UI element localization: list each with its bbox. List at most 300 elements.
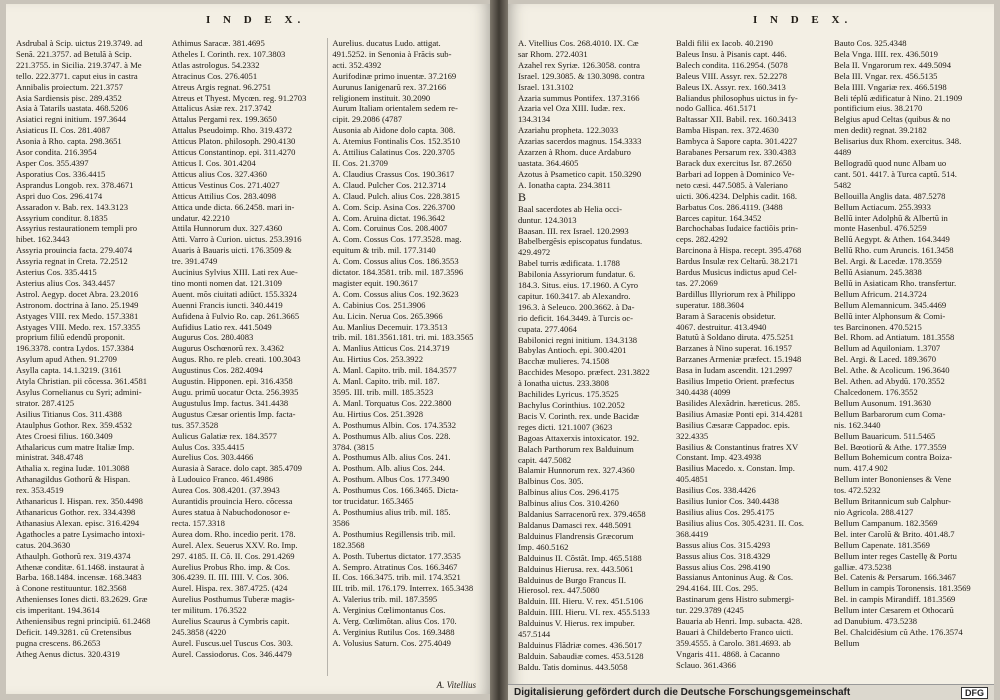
index-entry: Atracinus Cos. 276.4051 <box>171 70 258 81</box>
index-entry: Balech condita. 116.2954. (5078 <box>676 59 788 70</box>
index-entry: Athanaricus Gothor. rex. 334.4398 <box>16 506 136 517</box>
index-entry: Atticus Attilius Cos. 283.4098 <box>171 190 277 201</box>
index-entry: Athenienses Iones dicti. 83.2629. Græ <box>16 594 148 605</box>
index-entry: A. Claud. Pulcher Cos. 212.3714 <box>332 179 446 190</box>
index-entry: III. trib. mil. 176.179. Interrex. 165.3438 <box>332 583 474 594</box>
index-entry: Bellum Africum. 214.3724 <box>834 288 927 299</box>
index-entry: uastata. 364.4605 <box>518 157 579 168</box>
index-entry: Bellũ Rho. cum Aruncis. 161.3458 <box>834 245 954 256</box>
index-entry: Aurifodinæ primo inuentæ. 37.2169 <box>332 70 457 81</box>
index-entry: Bela II. Vngarorum rex. 449.5094 <box>834 59 952 70</box>
index-entry: Babylas Antioch. epi. 300.4201 <box>518 345 627 356</box>
index-entry: A. Com. Cossus alius Cos. 192.3623 <box>332 288 459 299</box>
index-entry: Balduinus V. Hierus. rex impuber. <box>518 618 635 629</box>
index-entry: Astrol. Aegyp. docet Abra. 23.2016 <box>16 288 139 299</box>
index-entry: superatur. 188.3604 <box>676 299 745 310</box>
index-entry: à Ludouico Franco. 461.4986 <box>171 474 274 485</box>
index-entry: Balduin. III. Hieru. V. rex. 451.5106 <box>518 596 643 607</box>
index-entry: Asylla capta. 14.1.3219. (3161 <box>16 365 122 376</box>
index-entry: Baldanius Sarracenorũ rex. 379.4658 <box>518 509 646 520</box>
index-entry: Bellum Alemannicum. 345.4469 <box>834 299 947 310</box>
index-entry: men dedit) regnat. 39.2182 <box>834 125 927 136</box>
footer-credit-text: Digitalisierung gefördert durch die Deutsche Forschungsgemeinschaft <box>514 687 851 698</box>
index-entry: Augus. Rho. re pleb. creati. 100.3043 <box>171 354 301 365</box>
index-entry: 491.5252. in Senonia à Frãcis sub- <box>332 48 452 59</box>
index-entry: A. Manlius Atticus Cos. 214.3719 <box>332 343 450 354</box>
index-entry: tos. 472.5232 <box>834 485 881 496</box>
index-entry: A. Posthumius Regillensis trib. mil. <box>332 528 456 539</box>
index-entry: Bellũ Aegypt. & Athen. 164.3449 <box>834 234 950 245</box>
right-column-1 <box>518 38 670 676</box>
index-entry: A. Attilius Calatinus Cos. 220.3705 <box>332 147 455 158</box>
index-entry: Atticus Platon. philosoph. 290.4130 <box>171 136 296 147</box>
index-entry: Bellum inter Cæsarem et Othocarũ <box>834 605 954 616</box>
index-entry: Asper Cos. 355.4397 <box>16 157 89 168</box>
index-entry: tur. 229.3789 (4245 <box>676 605 744 616</box>
index-entry: Aurelius Probus Rho. imp. & Cos. <box>171 561 291 572</box>
index-entry: Athanaricus I. Hispan. rex. 350.4498 <box>16 496 143 507</box>
right-page <box>508 4 994 694</box>
index-entry: Athanagildus Gothorũ & Hispan. <box>16 474 131 485</box>
index-entry: II. Cos. 21.3709 <box>332 157 388 168</box>
index-entry: Aurel. Cassiodorus. Cos. 346.4479 <box>171 648 292 659</box>
index-entry: Azarzen à Rhom. duce Ardaburo <box>518 147 631 158</box>
index-entry: Barzanes à Nino superat. 16.1957 <box>676 343 792 354</box>
index-entry: à Conone restituuntur. 182.3568 <box>16 583 127 594</box>
index-entry: Bel. Athe. & Acolicum. 196.3640 <box>834 365 950 376</box>
index-entry: ad Danubium. 473.5238 <box>834 616 918 627</box>
index-entry: Attalicus Asiæ rex. 217.3742 <box>171 103 272 114</box>
index-entry: Ates Croesi filius. 160.3409 <box>16 430 113 441</box>
index-entry: Beli téplũ ædificatur à Nino. 21.1909 <box>834 92 963 103</box>
index-entry: Baram à Saracenis obsidetur. <box>676 310 776 321</box>
index-entry: Asprandus Longob. rex. 378.4671 <box>16 179 134 190</box>
index-entry: neto cæsi. 447.5085. à Valeriano <box>676 179 788 190</box>
index-entry: Basilius Cæsaræ Cappadoc. epis. <box>676 419 790 430</box>
index-entry: Bardus Musicus indictus apud Cel- <box>676 267 797 278</box>
index-entry: Balduinus II. Cõstãt. Imp. 465.5188 <box>518 552 642 563</box>
index-entry: Asterius Cos. 335.4415 <box>16 267 97 278</box>
index-entry: Athalia x. regina Iudæ. 101.3088 <box>16 463 130 474</box>
index-entry: Constant. Imp. 423.4938 <box>676 452 762 463</box>
index-entry: num. 417.4 902 <box>834 463 888 474</box>
index-entry: Au. Licin. Nerua Cos. 265.3966 <box>332 310 443 321</box>
index-entry: A. Posthumus Cos. 166.3465. Dicta- <box>332 485 459 496</box>
index-entry: galliæ. 473.5238 <box>834 561 892 572</box>
index-entry: Aulus Cos. 335.4415 <box>171 441 245 452</box>
index-entry: Aufidius Latio rex. 441.5049 <box>171 321 272 332</box>
index-entry: A. Posthumius alius trib. mil. 185. <box>332 506 451 517</box>
index-entry: Aurelius Cos. 303.4466 <box>171 452 254 463</box>
right-columns <box>518 38 986 676</box>
index-entry: Senã. 221.3757. ad Betulã à Scip. <box>16 48 132 59</box>
index-entry: Aurunus Ianigenarũ rex. 37.2166 <box>332 81 447 92</box>
index-entry: A. Claud. Pulch. alius Cos. 228.3815 <box>332 190 460 201</box>
index-entry: Balamir Hunnorum rex. 327.4360 <box>518 465 635 476</box>
index-entry: Bachilides Lyricus. 175.3525 <box>518 389 619 400</box>
index-entry: Atticus I. Cos. 301.4204 <box>171 157 256 168</box>
index-entry: 3595. III. trib. mill. 185.3523 <box>332 387 434 397</box>
index-entry: Atticus Constantinop. epi. 311.4270 <box>171 147 296 158</box>
index-entry: Au. Hirtius Cos. 251.3928 <box>332 408 424 419</box>
index-entry: Barcinona à Hispa. recept. 395.4768 <box>676 245 802 256</box>
index-entry: Basilius Cos. 338.4426 <box>676 485 756 496</box>
index-entry: cipit. 29.2086 (4787 <box>332 114 403 125</box>
index-entry: tello. 222.3771. caput eius in castra <box>16 70 138 81</box>
index-entry: Aufidena à Fulvio Ro. cap. 261.3665 <box>171 310 300 321</box>
index-entry: A. Com. Cossus alius Cos. 186.3553 <box>332 256 459 267</box>
index-entry: Athenæ conditæ. 61.1468. instaurat à <box>16 561 145 572</box>
index-entry: A. Posthumus Alb. alius Cos. 228. <box>332 430 451 441</box>
index-entry: Vngaris 411. 4868. à Cacanno <box>676 648 780 659</box>
index-entry: A. Volusius Saturn. Cos. 275.4049 <box>332 637 451 648</box>
index-entry: nio Agricola. 288.4127 <box>834 506 914 517</box>
index-entry: Astronom. doctrina à Iano. 25.1949 <box>16 299 139 310</box>
index-entry: Assyrium conditur. 8.1835 <box>16 212 108 223</box>
index-entry: A. Com. Scip. Asina Cos. 226.3700 <box>332 201 456 212</box>
index-entry: religionem instituit. 30.2090 <box>332 92 431 103</box>
index-entry: Babilonia Assyriorum fundatur. 6. <box>518 269 636 280</box>
index-entry: Baleus IX. Assyr. rex. 160.3413 <box>676 81 786 92</box>
index-entry: Asylus Cornelianus cu Syri; admini- <box>16 387 142 397</box>
index-entry: monte Hasenbul. 476.5259 <box>834 223 927 234</box>
index-entry: Augustinus Cos. 282.4094 <box>171 365 263 376</box>
index-entry: Bassus alius Cos. 318.4329 <box>676 550 771 561</box>
index-entry: Bardillus Illyriorum rex à Philippo <box>676 288 796 299</box>
index-entry: Bellum Actiacum. 255.3933 <box>834 201 931 212</box>
index-entry: Augustulus Imp. factus. 341.4438 <box>171 397 289 408</box>
index-entry: Aurantidis prouincia Hero. cõcessa <box>171 496 293 507</box>
index-entry: Annibalis proiectum. 221.3757 <box>16 81 123 92</box>
index-entry: Aurelius Scaurus à Cymbris capit. <box>171 616 290 627</box>
index-entry: 368.4419 <box>676 528 709 539</box>
index-entry: dictator. 184.3581. trib. mil. 187.3596 <box>332 267 464 278</box>
index-entry: 184.3. Situs. eius. 17.1960. A Cyro <box>518 280 639 291</box>
index-entry: Bardus Insulæ rex Celtarũ. 38.2171 <box>676 256 799 267</box>
index-entry: 297. 4185. II. Cõ. II. Cos. 291.4269 <box>171 550 295 561</box>
index-entry: Basilius Iunior Cos. 340.4438 <box>676 496 779 507</box>
index-entry: à Ionatha uictus. 233.3808 <box>518 378 609 389</box>
index-entry: II. Cos. 166.3475. trib. mil. 174.3521 <box>332 572 461 583</box>
left-page <box>6 4 490 694</box>
index-entry: uicti. 306.4234. Delphis cadit. 168. <box>676 190 798 201</box>
index-entry: rex. 353.4519 <box>16 485 64 496</box>
index-entry: Bellum Capenate. 181.3569 <box>834 539 930 550</box>
index-entry: Baldi filii ex Iacob. 40.2190 <box>676 38 773 48</box>
index-entry: Baldu. Tatis dominus. 443.5058 <box>518 661 628 672</box>
index-entry: Athalaricus cum matre Italiæ Imp. <box>16 441 135 452</box>
index-entry: Balbinus Cos. 305. <box>518 476 584 487</box>
index-entry: Babilonici regni initium. 134.3138 <box>518 334 638 345</box>
index-entry: Balduin. Sabaudiæ comes. 453.5128 <box>518 650 644 661</box>
index-entry: Athimus Saracæ. 381.4695 <box>171 38 265 48</box>
index-entry: Baldanus Damasci rex. 448.5091 <box>518 519 632 530</box>
index-entry: Baliandus philosophus uictus in fy- <box>676 92 798 103</box>
index-entry: tus. 357.3528 <box>171 419 219 430</box>
index-entry: Balbinus alius Cos. 296.4175 <box>518 487 619 498</box>
index-entry: A. Posth. Tubertus dictator. 177.3535 <box>332 550 461 561</box>
index-entry: 4489 <box>834 147 852 158</box>
index-entry: A. Claudius Crassus Cos. 190.3617 <box>332 168 455 179</box>
index-entry: Bachylus Corinthius. 102.2052 <box>518 400 625 410</box>
index-entry: Basilius Macedo. x. Constan. Imp. <box>676 463 795 474</box>
index-entry: Bambyca à Sapore capta. 301.4227 <box>676 136 798 147</box>
index-entry: Augustus Cæsar orientis Imp. facta- <box>171 408 296 419</box>
index-entry: ceps. 282.4292 <box>676 234 728 245</box>
index-entry: tino monti nomen dat. 121.3109 <box>171 277 282 288</box>
index-entry: magister equit. 190.3617 <box>332 277 418 288</box>
index-entry: Bellogradũ quod nunc Albam uo <box>834 157 947 168</box>
index-entry: 3784. (3815 <box>332 441 374 452</box>
index-entry: Athanasius Alexan. episc. 316.4294 <box>16 517 140 528</box>
index-entry: pugna crescens. 86.2653 <box>16 637 101 648</box>
index-entry: Belisarius dux Rhom. exercitus. 348. <box>834 136 962 147</box>
index-entry: A. Vitellius Cos. 268.4010. IX. Cæ <box>518 38 639 48</box>
index-entry: Assyria regnat in Creta. 72.2512 <box>16 256 128 267</box>
index-entry: A. Verginius Cœlimontanus Cos. <box>332 605 446 616</box>
index-entry: Barbari ad Ioppen à Dominico Ve- <box>676 168 795 179</box>
index-entry: tes Barcinonen. 470.5215 <box>834 321 922 332</box>
index-entry: Azahel rex Syriæ. 126.3058. contra <box>518 59 640 70</box>
index-entry: Bellũ inter Adolphũ & Albertũ in <box>834 212 948 223</box>
index-entry: A. Verg. Cœlimõtan. alius Cos. 170. <box>332 616 457 627</box>
index-entry: A. Com. Cossus Cos. 177.3528. mag. <box>332 234 462 245</box>
index-entry: Bel. in campis Mirandiff. 181.3569 <box>834 594 956 605</box>
index-entry: recta. 157.3318 <box>171 517 225 528</box>
index-entry: Baal sacerdotes ab Helia occi- <box>518 203 623 214</box>
index-entry: Bellũ Asianum. 245.3838 <box>834 267 922 278</box>
index-entry: A. Ionatha capta. 234.3811 <box>518 179 611 190</box>
index-entry: Auaris à Bauaris uicti. 176.3509 & <box>171 245 292 256</box>
index-entry: Asporatius Cos. 336.4415 <box>16 168 106 179</box>
index-entry: 322.4335 <box>676 430 709 441</box>
index-entry: Israel. 131.3102 <box>518 81 574 92</box>
index-entry: Bel. Bœotiorũ & Athe. 177.3559 <box>834 441 947 452</box>
index-entry: 359.4555. à Carolo. 381.4693. ab <box>676 637 791 648</box>
index-entry: Atlas astrologus. 54.2332 <box>171 59 260 70</box>
index-entry: 457.5144 <box>518 629 551 640</box>
index-entry: acti. 352.4392 <box>332 59 382 70</box>
index-entry: Bellum Bohemicum contra Boiza- <box>834 452 953 463</box>
index-entry: A. Manl. Torquatus Cos. 222.3800 <box>332 397 452 408</box>
left-columns <box>16 38 482 676</box>
index-entry: Atheles I. Corinth. rex. 107.3803 <box>171 48 286 59</box>
index-entry: A. Manl. Capito. trib. mil. 187. <box>332 376 440 387</box>
index-entry: Asylum apud Athen. 91.2709 <box>16 354 117 365</box>
index-entry: Baleus VIII. Assyr. rex. 52.2278 <box>676 70 788 81</box>
index-entry: Barbatus Cos. 286.4119. (3488 <box>676 201 783 212</box>
index-entry: Bellum <box>834 637 860 648</box>
index-entry: A. Sempro. Atratinus Cos. 166.3467 <box>332 561 458 572</box>
index-entry: Asor condita. 216.3954 <box>16 147 97 158</box>
index-entry: strator. 287.4125 <box>16 397 75 408</box>
index-entry: Bellum Campanum. 182.3569 <box>834 517 938 528</box>
index-entry: Bel. Athen. ad Abydũ. 170.3552 <box>834 376 945 387</box>
index-entry: 340.4438 (4099 <box>676 387 731 397</box>
digitization-footer <box>508 684 994 700</box>
index-entry: A. Manl. Capito. trib. mil. 184.3577 <box>332 365 457 376</box>
index-entry: Asiaticus II. Cos. 281.4087 <box>16 125 111 136</box>
index-entry: Bellum Ausonum. 191.3630 <box>834 397 931 408</box>
right-column-3 <box>834 38 986 676</box>
index-entry: Azaria summus Pontifex. 137.3166 <box>518 92 640 103</box>
index-entry: Basilius Amasiæ Ponti epi. 314.4281 <box>676 408 804 419</box>
index-entry: Bellum Bauaricum. 511.5465 <box>834 430 936 441</box>
index-entry: Baleus Insu. à Pisanis capt. 446. <box>676 48 787 59</box>
index-entry: Bastinarum gens Histro submergi- <box>676 594 794 605</box>
index-entry: Bagoas Attaxerxis intoxicator. 192. <box>518 432 640 443</box>
index-entry: Astyages VIII. rex Medo. 157.3381 <box>16 310 139 321</box>
index-entry: Asilius Titianus Cos. 311.4388 <box>16 408 122 419</box>
index-entry: Deficit. 149.3281. cũ Cretensibus <box>16 626 132 637</box>
index-entry: A. Posthumus Alb. alius Cos. 241. <box>332 452 451 463</box>
index-entry: Batutũ à Soldano diruta. 475.5251 <box>676 332 794 343</box>
index-entry: Attica unde dicta. 66.2458. mari in- <box>171 201 295 212</box>
index-entry: Agathocles a patre Lysimacho intoxi- <box>16 528 145 539</box>
index-entry: Asia à Tatarils uastata. 468.5206 <box>16 103 128 114</box>
index-entry: Bacchides Mesopo. præfect. 231.3822 <box>518 367 650 378</box>
index-entry: nis. 162.3440 <box>834 419 881 430</box>
index-entry: nodo Gallica. 461.5171 <box>676 103 757 114</box>
index-entry: tre. 391.4749 <box>171 256 218 267</box>
index-entry: Augustin. Hipponen. epi. 316.4358 <box>171 376 293 387</box>
index-entry: Azotus à Psametico capit. 150.3290 <box>518 168 642 179</box>
dfg-logo: DFG <box>961 687 988 699</box>
index-entry: Barchochabas Iudaice factiõis prin- <box>676 223 798 234</box>
left-column-3 <box>327 38 482 676</box>
index-entry: Atticus alius Cos. 327.4360 <box>171 168 267 179</box>
index-entry: reges dicti. 121.1007 (3623 <box>518 421 613 432</box>
index-entry: Bellũ in Asiaticam Rho. transfertur. <box>834 277 957 288</box>
index-entry: 182.3568 <box>332 539 365 550</box>
index-entry: Bel. Argi. & Lacedæ. 178.3559 <box>834 256 942 267</box>
index-entry: Bel. inter Carolũ & Brito. 401.48.7 <box>834 528 955 539</box>
index-entry: Bauari à Childeberto Franco uicti. <box>676 626 794 637</box>
index-entry: Barack dux exercitus Isr. 87.2650 <box>676 157 792 168</box>
index-entry: Aurum Italiam orientalem sedem re- <box>332 103 458 114</box>
index-entry: Astyages VIII. Medo. rex. 157.3355 <box>16 321 141 332</box>
index-entry: A. Posthum. Albus Cos. 177.3490 <box>332 474 450 485</box>
index-entry: Bauaria ab Henri. Imp. subacta. 428. <box>676 616 803 627</box>
index-entry: Barba. 168.1484. incensæ. 168.3483 <box>16 572 142 583</box>
index-entry: Au. Hirtius Cos. 253.3922 <box>332 354 424 365</box>
index-entry: Balduinus Hierusa. rex. 443.5061 <box>518 563 634 574</box>
index-entry: Aurasia à Sarace. dolo capt. 385.4709 <box>171 463 302 474</box>
index-entry: Sclauo. 361.4366 <box>676 659 736 670</box>
index-entry: Bamba Hispan. rex. 372.4630 <box>676 125 779 136</box>
index-entry: Bel. Chalcidẽsium cũ Athe. 176.3574 <box>834 626 963 637</box>
index-entry: sar Rhom. 272.4031 <box>518 48 588 59</box>
index-entry: Basilides Alexãdrin. hæreticus. 285. <box>676 397 801 408</box>
index-entry: Aurel. Alex. Seuerus XXV. Ro. Imp. <box>171 539 298 550</box>
index-entry: Babel turris ædificata. 1.1788 <box>518 258 620 269</box>
index-entry: Bela Vnga. IIII. rex. 436.5019 <box>834 48 938 59</box>
index-entry: 221.3755. in Sicilia. 219.3747. à Me <box>16 59 142 70</box>
index-entry: Balach Parthorum rex Balduinum <box>518 443 634 454</box>
index-entry: Baltassar XII. Babil. rex. 160.3413 <box>676 114 797 125</box>
index-entry: Atticus Vestinus Cos. 271.4027 <box>171 179 280 190</box>
index-entry: Basilius & Constantinus fratres XV <box>676 441 799 452</box>
index-entry: cant. 501. 4417. à Turca captũ. 514. <box>834 168 957 179</box>
index-entry: Bassianus Antoninus Aug. & Cos. <box>676 572 793 583</box>
index-entry: Azarias sacerdos magnus. 154.3333 <box>518 136 642 147</box>
index-entry: Augu. primũ uocatur Octa. 256.3935 <box>171 387 299 397</box>
index-entry: Attalus Pergami rex. 199.3650 <box>171 114 277 125</box>
index-entry: Au. Manlius Decemuir. 173.3513 <box>332 321 448 332</box>
index-entry: Attila Hunnorum dux. 327.4360 <box>171 223 283 234</box>
index-entry: cis imperitant. 194.3614 <box>16 605 100 616</box>
index-entry: Bellum Britannicum sub Calphur- <box>834 496 952 507</box>
index-entry: Aures statua à Nabuchodonosor e- <box>171 506 291 517</box>
index-entry: Hierosol. rex. 447.5080 <box>518 585 600 596</box>
index-entry: Bel. Rhom. ad Antiatum. 181.3558 <box>834 332 955 343</box>
index-entry: Ausonia ab Aidone dolo capta. 308. <box>332 125 456 136</box>
index-entry: A. Posthumus Albin. Cos. 174.3532 <box>332 419 457 430</box>
index-entry: Bellum inter Bononienses & Vene <box>834 474 952 485</box>
index-entry: cupata. 277.4064 <box>518 323 577 334</box>
index-entry: 294.4164. III. Cos. 295. <box>676 583 759 594</box>
index-entry: 5482 <box>834 179 852 190</box>
index-entry: Bauto Cos. 325.4348 <box>834 38 907 48</box>
index-entry: Bassus alius Cos. 315.4293 <box>676 539 771 550</box>
index-entry: A. Posthum. Alb. alius Cos. 244. <box>332 463 446 474</box>
index-entry: Bellum inter reges Castellę & Portu <box>834 550 957 561</box>
right-page-heading: I N D E X. <box>753 14 853 26</box>
index-entry: ter militum. 176.3522 <box>171 605 247 616</box>
index-entry: A. Valerius trib. mil. 187.3595 <box>332 594 438 605</box>
index-entry: Bela III. Vngar. rex. 456.5135 <box>834 70 938 81</box>
index-entry: Balduin. IIII. Hieru. VI. rex. 455.5133 <box>518 607 650 618</box>
index-entry: Aurel. Hispa. rex. 387.4725. (424 <box>171 583 288 594</box>
index-entry: A. Atemius Fontinalis Cos. 152.3510 <box>332 136 461 147</box>
index-entry: Bacchæ mulieres. 74.1508 <box>518 356 610 367</box>
index-entry: trib. mil. 181.3561.181. tri. mi. 183.3565 <box>332 332 474 343</box>
index-entry: Imp. 460.5162 <box>518 541 569 552</box>
index-entry: Bassus alius Cos. 298.4190 <box>676 561 771 572</box>
index-entry: tas. 27.2069 <box>676 277 718 288</box>
index-entry: pontificium eius. 38.2170 <box>834 103 923 114</box>
index-entry: A. Verginius Rutilus Cos. 169.3488 <box>332 626 455 637</box>
left-column-1 <box>16 38 166 676</box>
index-entry: A. Cabinius Cos. 251.3906 <box>332 299 426 310</box>
index-entry: Aspri duo Cos. 296.4174 <box>16 190 103 201</box>
index-entry: Bel. Catenis & Persarum. 166.3467 <box>834 572 956 583</box>
index-entry: 196.3378. contra Lydos. 157.3384 <box>16 343 134 354</box>
index-entry: Atti. Varro à Curion. uictus. 253.3916 <box>171 234 302 245</box>
index-entry: A. Com. Aruina dictat. 196.3642 <box>332 212 446 223</box>
index-entry: Belgius apud Celtas (quibus & no <box>834 114 951 125</box>
index-entry: catus. 204.3630 <box>16 539 71 550</box>
index-entry: Balduinus de Burgo Francus II. <box>518 574 626 585</box>
index-entry: Attalus Pseudoimp. Rho. 319.4372 <box>171 125 292 136</box>
index-entry: 4067. destruitur. 413.4940 <box>676 321 767 332</box>
index-entry: Babelbergẽsis episcopatus fundatus. <box>518 236 643 247</box>
index-entry: Atheniensibus regni principiũ. 61.2468 <box>16 616 151 627</box>
index-entry: Bellouilla Anglis data. 487.5278 <box>834 190 946 201</box>
index-entry: Azariahu propheta. 122.3033 <box>518 125 619 136</box>
index-entry: duntur. 124.3013 <box>518 214 577 225</box>
index-entry: Basa in Iudam ascendit. 121.2997 <box>676 365 793 376</box>
index-entry: 196.3. à Seleuco. 200.3662. à Da- <box>518 301 635 312</box>
index-entry: Asonia à Rho. capta. 298.3651 <box>16 136 122 147</box>
index-entry: Bacis V. Corinth. rex. unde Bacidæ <box>518 410 639 421</box>
index-entry: Aucinius Sylvius XIII. Lati rex Aue- <box>171 267 298 278</box>
index-entry: Aurel. Fuscus.uel Tuscus Cos. 303. <box>171 637 293 648</box>
index-entry: Atreus et Thyest. Mycœn. reg. 91.2703 <box>171 92 307 103</box>
index-entry: Azaria vel Oza XIII. Iudæ. rex. <box>518 103 626 114</box>
index-entry: Baasan. III. rex Israel. 120.2993 <box>518 225 629 236</box>
index-entry: undatur. 42.2210 <box>171 212 230 223</box>
